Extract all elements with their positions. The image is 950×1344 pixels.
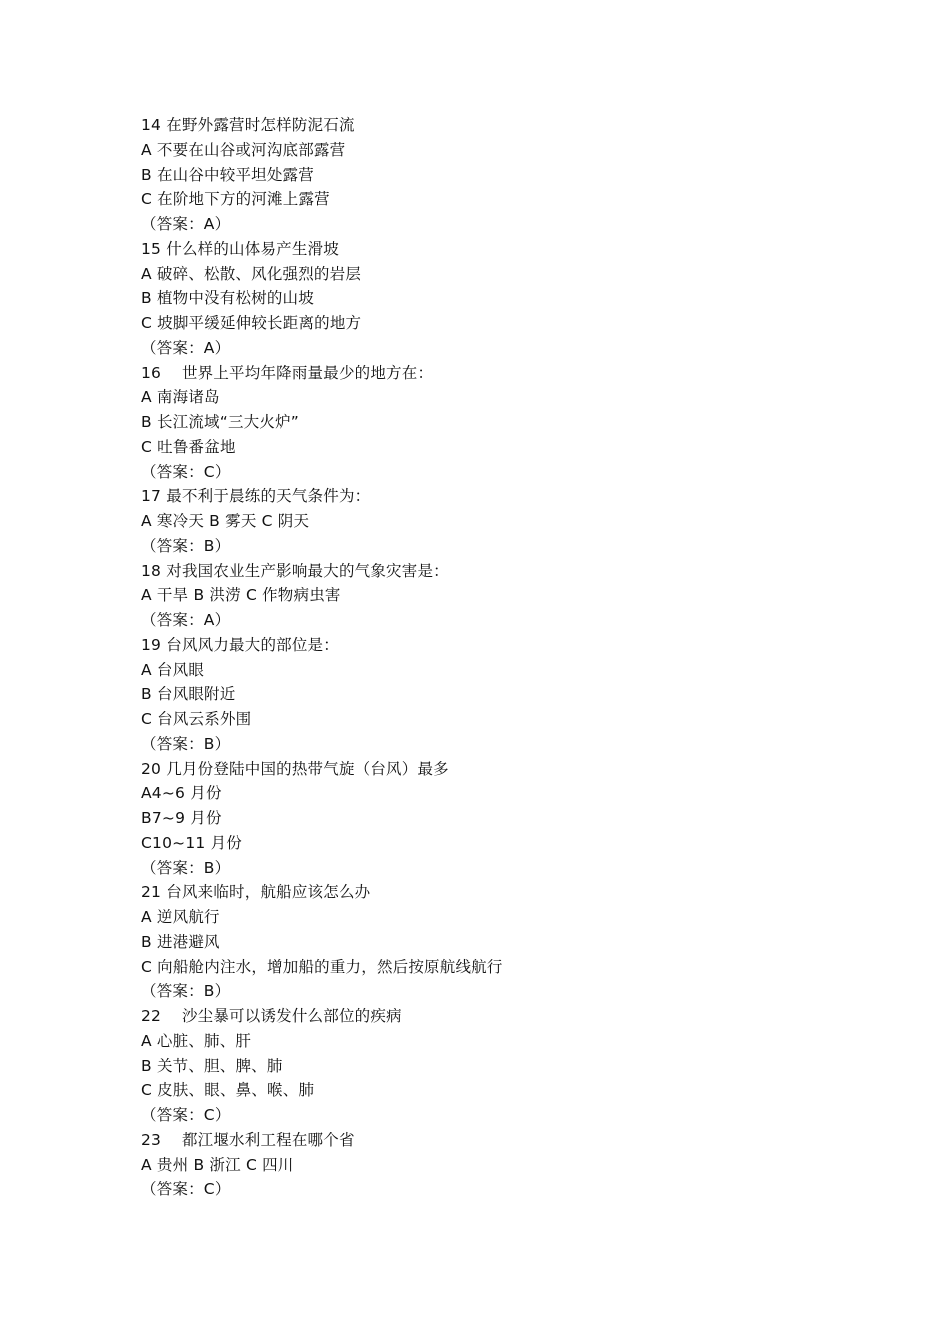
option-line: A 南海诸岛 bbox=[141, 388, 220, 407]
answer-line: （答案：A） bbox=[141, 611, 231, 629]
answer-line: （答案：A） bbox=[141, 215, 231, 233]
answer-line: （答案：A） bbox=[141, 338, 231, 357]
option-line: B 台风眼附近 bbox=[141, 685, 236, 704]
option-line: C 坡脚平缓延伸较长距离的地方 bbox=[141, 314, 362, 332]
question-line: 22 沙尘暴可以诱发什么部位的疾病 bbox=[141, 1007, 402, 1025]
option-line: A4~6 月份 bbox=[141, 784, 222, 803]
option-line: A 寒冷天 B 雾天 C 阴天 bbox=[141, 512, 310, 530]
question-line: 20 几月份登陆中国的热带气旋（台风）最多 bbox=[141, 759, 449, 778]
option-line: C 在阶地下方的河滩上露营 bbox=[141, 190, 330, 209]
answer-line: （答案：B） bbox=[141, 536, 231, 555]
question-line: 18 对我国农业生产影响最大的气象灾害是： bbox=[141, 561, 449, 580]
answer-line: （答案：B） bbox=[141, 982, 231, 1001]
answer-line: （答案：C） bbox=[141, 1180, 231, 1199]
answer-line: （答案：C） bbox=[141, 1106, 231, 1124]
option-line: B 植物中没有松树的山坡 bbox=[141, 289, 314, 308]
option-line: A 贵州 B 浙江 C 四川 bbox=[141, 1155, 294, 1174]
option-line: B 关节、胆、脾、肺 bbox=[141, 1056, 283, 1075]
option-line: A 不要在山谷或河沟底部露营 bbox=[141, 140, 346, 159]
answer-line: （答案：B） bbox=[141, 858, 231, 877]
option-line: B 在山谷中较平坦处露营 bbox=[141, 165, 314, 184]
option-line: B 长江流域“三大火炉” bbox=[141, 413, 300, 431]
question-line: 19 台风风力最大的部位是： bbox=[141, 635, 339, 654]
option-line: C 皮肤、眼、鼻、喉、肺 bbox=[141, 1081, 315, 1100]
option-line: A 心脏、肺、肝 bbox=[141, 1031, 252, 1050]
option-line: A 台风眼 bbox=[141, 660, 205, 679]
option-line: A 逆风航行 bbox=[141, 908, 220, 926]
question-line: 16 世界上平均年降雨量最少的地方在： bbox=[141, 363, 434, 382]
option-line: A 破碎、松散、风化强烈的岩层 bbox=[141, 264, 362, 283]
option-line: A 干旱 B 洪涝 C 作物病虫害 bbox=[141, 586, 341, 605]
question-line: 15 什么样的山体易产生滑坡 bbox=[141, 239, 339, 258]
option-line: B 进港避风 bbox=[141, 932, 220, 951]
option-line: C 向船舱内注水，增加船的重力，然后按原航线航行 bbox=[141, 957, 503, 976]
answer-line: （答案：C） bbox=[141, 462, 231, 481]
option-line: C10~11 月份 bbox=[141, 833, 242, 852]
question-line: 14 在野外露营时怎样防泥石流 bbox=[141, 116, 355, 134]
question-line: 17 最不利于晨练的天气条件为： bbox=[141, 487, 371, 506]
question-line: 23 都江堰水利工程在哪个省 bbox=[141, 1130, 355, 1149]
answer-line: （答案：B） bbox=[141, 734, 231, 753]
option-line: B7~9 月份 bbox=[141, 809, 222, 827]
option-line: C 台风云系外围 bbox=[141, 710, 252, 728]
option-line: C 吐鲁番盆地 bbox=[141, 437, 236, 456]
question-line: 21 台风来临时，航船应该怎么办 bbox=[141, 883, 371, 902]
quiz-text-block bbox=[141, 113, 841, 1202]
